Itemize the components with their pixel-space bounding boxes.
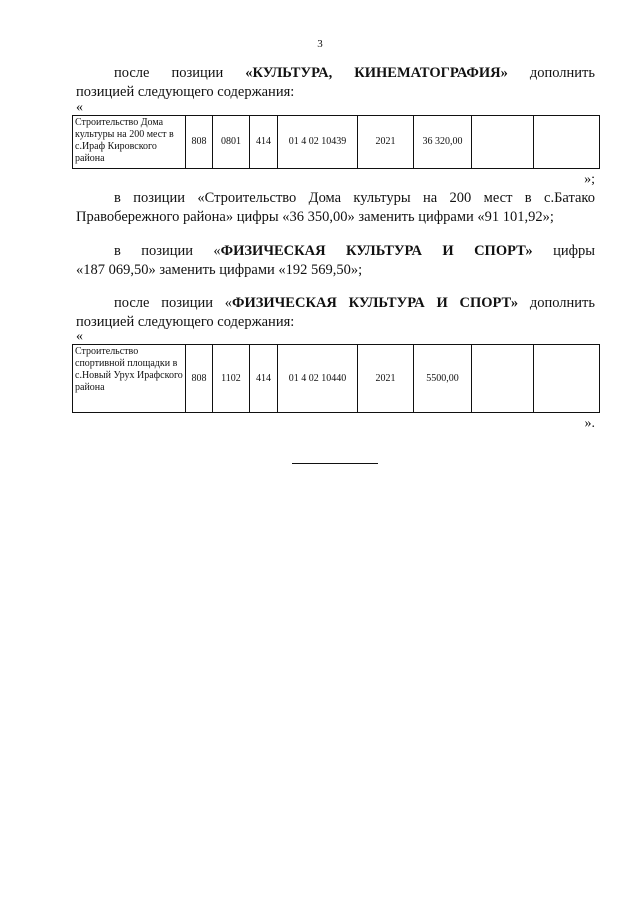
paragraph-sport-add — [76, 294, 595, 332]
table-row — [73, 116, 600, 169]
close-quote: »; — [584, 172, 595, 187]
table-cell: 01 4 02 10440 — [278, 345, 358, 413]
paragraph-batako — [76, 189, 595, 227]
table-cell: 414 — [250, 116, 278, 169]
table-cell: 808 — [186, 116, 213, 169]
paragraph-line: после позиции «ФИЗИЧЕСКАЯ КУЛЬТУРА И СПОРТ» дополнить — [114, 295, 595, 311]
paragraph-culture — [76, 64, 595, 102]
table-cell: 5500,00 — [414, 345, 472, 413]
table-cell — [534, 116, 600, 169]
table-cell: 01 4 02 10439 — [278, 116, 358, 169]
table-cell — [472, 345, 534, 413]
paragraph-line: в позиции «Строительство Дома культуры на 200 мест в с.Батако — [114, 190, 595, 206]
insert-table-culture — [72, 115, 600, 169]
open-quote: « — [76, 100, 83, 115]
table-row — [73, 345, 600, 413]
open-quote: « — [76, 329, 83, 344]
paragraph-line: после позиции «КУЛЬТУРА, КИНЕМАТОГРАФИЯ» дополнить — [114, 65, 596, 81]
paragraph-line: Правобережного района» цифры «36 350,00» заменить цифрами «91 101,92»; — [76, 209, 554, 225]
paragraph-line: «187 069,50» заменить цифрами «192 569,50»; — [76, 262, 363, 278]
paragraph-line: позицией следующего содержания: — [76, 84, 295, 100]
page-number: 3 — [317, 38, 323, 50]
object-name-cell: Строительство спортивной площадки в с.Новый Урух Ирафского района — [73, 345, 186, 413]
close-quote: ». — [584, 416, 595, 431]
table-cell: 0801 — [213, 116, 250, 169]
table-cell: 808 — [186, 345, 213, 413]
paragraph-line: позицией следующего содержания: — [76, 314, 295, 330]
table-cell: 1102 — [213, 345, 250, 413]
end-rule — [292, 463, 378, 464]
table-cell: 2021 — [358, 116, 414, 169]
table-cell — [534, 345, 600, 413]
table-cell: 36 320,00 — [414, 116, 472, 169]
paragraph-line: в позиции «ФИЗИЧЕСКАЯ КУЛЬТУРА И СПОРТ» цифры — [114, 243, 596, 259]
table-cell — [472, 116, 534, 169]
table-cell: 414 — [250, 345, 278, 413]
paragraph-sport-figures — [76, 242, 595, 280]
insert-table-sport — [72, 344, 600, 413]
table-cell: 2021 — [358, 345, 414, 413]
object-name-cell: Строительство Дома культуры на 200 мест в с.Ираф Кировского района — [73, 116, 186, 169]
